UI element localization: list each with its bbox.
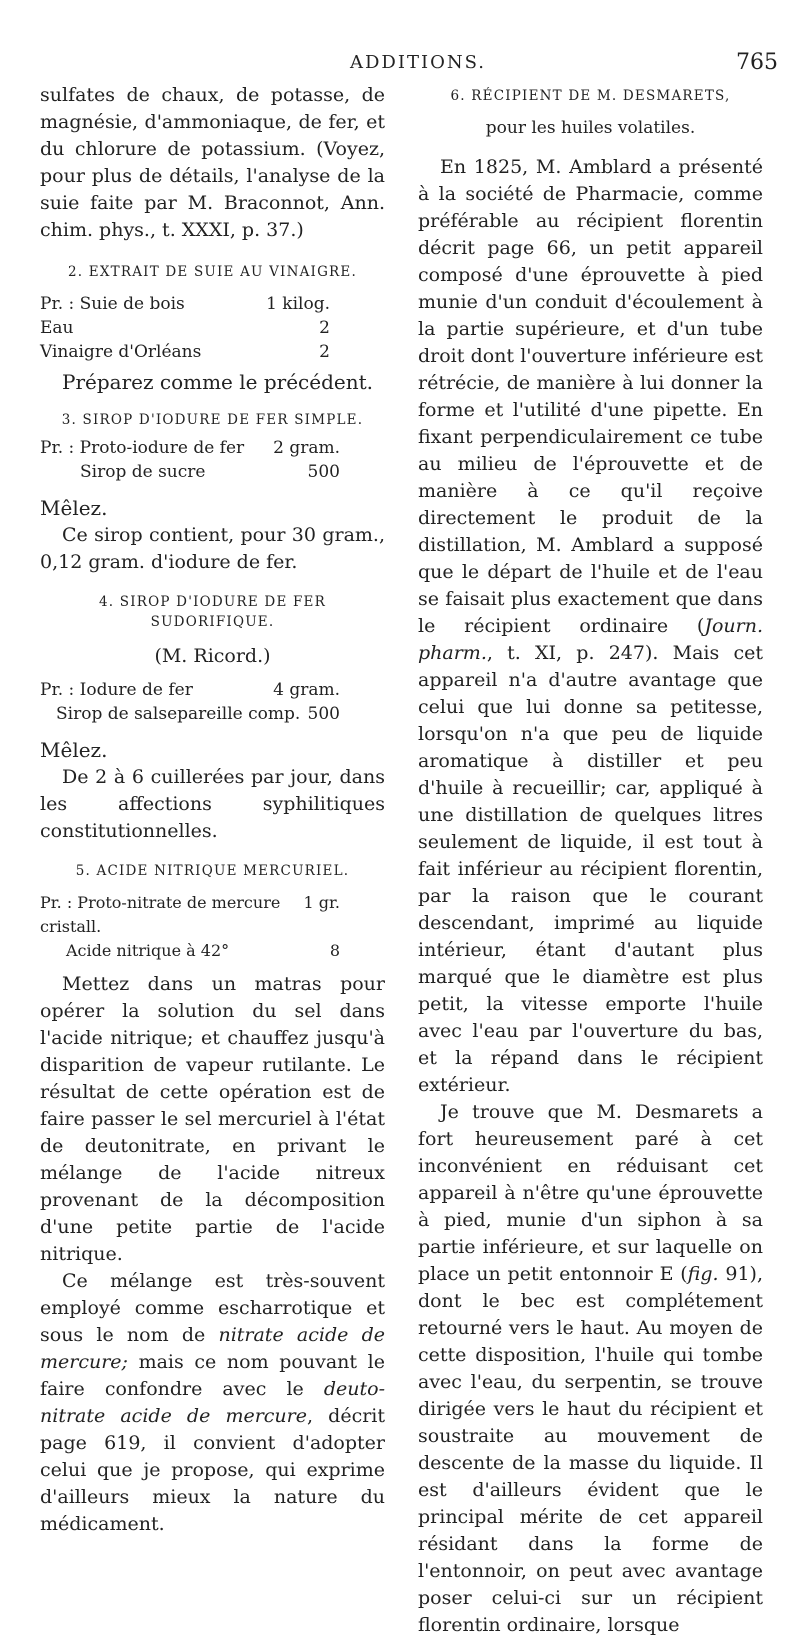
text: , t. XI, p. 247). Mais cet appareil n'a d'autre avantage que celui que lui donne sa petitesse, lorsqu'on n'a que peu de liquide aromatique à distiller et peu d'huile à recueillir; car, appliqué à une distillation de quelques litres seulement de liquide, il est tout à fait inférieur au récipient florentin, par la raison que le courant descendant, imprimé au liquide intérieur, étant d'autant plus marqué que le diamètre est plus petit, la vitesse emporte l'huile avec l'eau par l'ouverture du bas, et la répand dans le récipient extérieur. xyxy=(418,642,763,1096)
quantity: 2 xyxy=(319,342,330,362)
running-head xyxy=(0,22,800,75)
ingredient: Sirop de salsepareille comp. xyxy=(56,704,301,724)
section-5-paragraph-1: Mettez dans un matras pour opérer la solution du sel dans l'acide nitrique; et chauffez jusqu'à disparition de vapeur rutilante. Le résultat de cette opération est de faire passer le sel mercuriel à l'état de deutonitrate, en privant le mélange de l'acide nitreux provenant de la décomposition d'une petite partie de l'acide nitrique. xyxy=(40,973,385,1265)
recipe-row xyxy=(40,939,340,963)
section-2-instruction: Préparez comme le précédent. xyxy=(62,370,373,394)
quantity: 500 xyxy=(307,462,340,482)
italic-term: nitrate acide de mercure; xyxy=(40,1324,385,1373)
section-3-text: Ce sirop contient, pour 30 gram., 0,12 gram. d'iodure de fer. xyxy=(40,524,385,573)
recipe-2 xyxy=(40,292,330,364)
recipe-3 xyxy=(40,436,340,484)
section-6-heading: 6. RÉCIPIENT DE M. DESMARETS, xyxy=(450,88,731,104)
quantity: 1 kilog. xyxy=(266,294,330,314)
text: 91), dont le bec est complétement retourné vers le haut. Au moyen de cette disposition, l'huile qui tombe avec l'eau, du serpentin, se trouve dirigée vers le haut du récipient et soustraite au mouvement de descente de la masse du liquide. Il est d'ailleurs évident que le principal mérite de cet appareil résidant dans la forme de l'entonnoir, on peut avec avantage poser celui-ci sur un récipient florentin ordinaire, lorsque xyxy=(418,1263,763,1636)
text: Je trouve que M. Desmarets a fort heureusement paré à cet inconvénient en réduisant cet appareil à n'être qu'une éprouvette à pied, munie d'un siphon à sa partie inférieure, et sur laquelle on place un petit entonnoir E ( xyxy=(418,1101,763,1285)
quantity: 2 xyxy=(319,318,330,338)
recipe-row xyxy=(40,292,330,316)
page-number: 765 xyxy=(736,50,778,75)
recipe-4 xyxy=(40,678,340,726)
section-6-paragraph-2 xyxy=(418,1099,763,1639)
quantity: 8 xyxy=(329,941,340,960)
text: En 1825, M. Amblard a présenté à la société de Pharmacie, comme préférable au récipient florentin décrit page 66, un petit appareil composé d'une éprouvette à pied munie d'un conduit d'écoulement à la partie supérieure, et d'un tube droit dont l'ouverture inférieure est rétrécie, de manière à lui donner la forme et l'utilité d'une pipette. En fixant perpendiculairement ce tube au milieu de l'éprouvette et de manière à ce qu'il reçoive directement le produit de la distillation, M. Amblard a supposé que le départ de l'huile et de l'eau se faisait plus exactement que dans le récipient ordinaire ( xyxy=(418,156,763,637)
right-column xyxy=(418,82,763,1639)
italic-term: fig. xyxy=(687,1263,719,1285)
intro-paragraph: sulfates de chaux, de potasse, de magnésie, d'ammoniaque, de fer, et du chlorure de potassium. (Voyez, pour plus de détails, l'analyse de la suie faite par M. Braconnot, Ann. chim. phys., t. XXXI, p. 37.) xyxy=(40,84,385,241)
section-4-heading: 4. SIROP D'IODURE DE FER SUDORIFIQUE. xyxy=(99,594,326,630)
recipe-row xyxy=(40,436,340,460)
quantity: 2 gram. xyxy=(273,438,340,458)
recipe-row xyxy=(40,340,330,364)
section-5-heading: 5. ACIDE NITRIQUE MERCURIEL. xyxy=(75,863,350,879)
recipe-5 xyxy=(40,891,340,963)
recipe-row xyxy=(40,316,330,340)
italic-term: Journ. pharm. xyxy=(418,615,763,664)
ingredient: Sirop de sucre xyxy=(80,462,206,482)
text: Ce mélange est très-souvent employé comme escharrotique et sous le nom de xyxy=(40,1270,385,1346)
italic-term: deuto-nitrate acide de mercure xyxy=(40,1378,385,1427)
recipe-row xyxy=(40,702,340,726)
recipe-row xyxy=(40,460,340,484)
quantity: 4 gram. xyxy=(273,680,340,700)
recipe-row xyxy=(40,678,340,702)
text: mais ce nom pouvant le faire confondre avec le xyxy=(40,1351,385,1400)
section-3-instruction: Mêlez. xyxy=(40,496,108,520)
ingredient: Acide nitrique à 42° xyxy=(66,941,230,960)
section-4-author: (M. Ricord.) xyxy=(154,645,271,667)
section-6-subtitle: pour les huiles volatiles. xyxy=(485,118,696,138)
left-column xyxy=(40,82,385,1538)
quantity: 1 gr. xyxy=(303,893,340,912)
section-5-paragraph-2 xyxy=(40,1268,385,1538)
ingredient: Pr. : Proto-nitrate de mercure cristall. xyxy=(40,893,281,936)
text: , décrit page 619, il convient d'adopter celui que je propose, qui exprime d'ailleurs mieux la nature du médicament. xyxy=(40,1405,385,1535)
section-4-text: De 2 à 6 cuillerées par jour, dans les affections syphilitiques constitutionnelles. xyxy=(40,766,385,842)
ingredient: Vinaigre d'Orléans xyxy=(40,342,202,362)
ingredient: Eau xyxy=(40,318,74,338)
section-4-instruction: Mêlez. xyxy=(40,738,108,762)
ingredient: Pr. : Iodure de fer xyxy=(40,680,193,700)
running-title: ADDITIONS. xyxy=(350,52,487,73)
quantity: 500 xyxy=(307,704,340,724)
recipe-row xyxy=(40,891,340,939)
ingredient: Pr. : Proto-iodure de fer xyxy=(40,438,245,458)
section-2-heading: 2. EXTRAIT DE SUIE AU VINAIGRE. xyxy=(68,264,357,280)
ingredient: Pr. : Suie de bois xyxy=(40,294,185,314)
section-6-paragraph-1 xyxy=(418,154,763,1099)
section-3-heading: 3. SIROP D'IODURE DE FER SIMPLE. xyxy=(61,412,364,428)
